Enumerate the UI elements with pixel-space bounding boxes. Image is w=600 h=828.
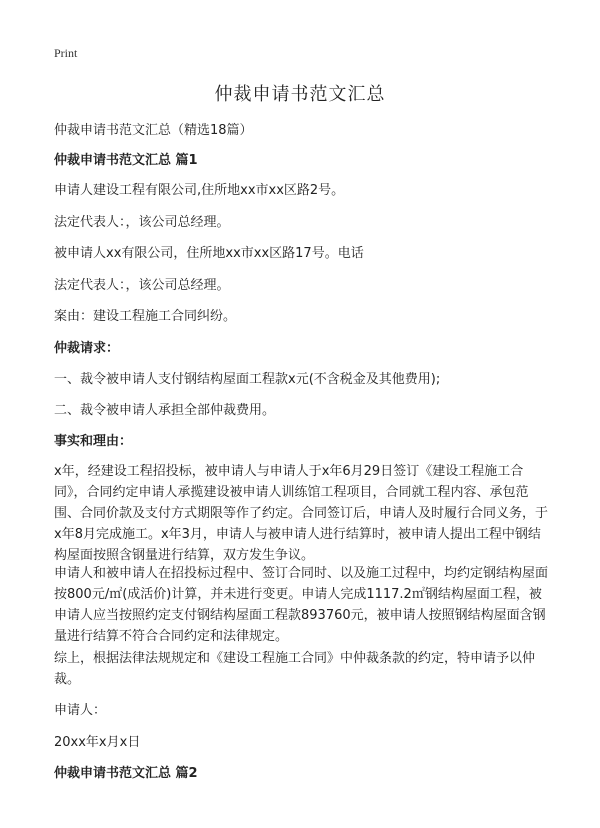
document-title: 仲裁申请书范文汇总 [214, 84, 386, 105]
conclusion-paragraph: 综上，根据法律法规规定和《建设工程施工合同》中仲裁条款的约定，特申请予以仲裁。 [54, 651, 536, 687]
print-label: Print [54, 46, 78, 60]
legal-rep-line-2: 法定代表人：，该公司总经理。 [54, 278, 230, 293]
signature-label: 申请人： [54, 703, 107, 718]
document-date: 20xx年x月x日 [54, 735, 141, 750]
case-cause-line: 案由：建设工程施工合同纠纷。 [54, 309, 237, 324]
applicant-line: 申请人建设工程有限公司,住所地xx市xx区路2号。 [54, 183, 345, 198]
facts-paragraph-1: x年，经建设工程招投标，被申请人与申请人于x年6月29日签订《建设工程施工合同》，合同约定申请人承揽建设被申请人训练馆工程项目，合同就工程内容、承包范围、合同价款及支付方式期限等作了约定。合同签订后，申请人及时履行合同义务，于x年8月完成施工。x年3月，申请人与被申请人进行结算时，被申请人提出工程中钢结构屋面按照含钢量进行结算，双方发生争议。 [54, 464, 549, 563]
facts-paragraph-2: 申请人和被申请人在招投标过程中、签订合同时、以及施工过程中，均约定钢结构屋面按800元/㎡(成活价)计算，并未进行变更。申请人完成1117.2㎡钢结构屋面工程，被申请人应当按照约定支付钢结构屋面工程款893760元，被申请人按照钢结构屋面含钢量进行结算不符合合同约定和法律规定。 [54, 566, 549, 644]
legal-rep-line-1: 法定代表人：，该公司总经理。 [54, 215, 230, 230]
claims-heading: 仲裁请求： [54, 341, 120, 356]
facts-heading: 事实和理由： [54, 434, 133, 449]
section-heading-2: 仲裁申请书范文汇总 篇2 [54, 766, 198, 781]
claim-item-2: 二、裁令被申请人承担全部仲裁费用。 [54, 403, 276, 418]
section-heading-1: 仲裁申请书范文汇总 篇1 [54, 153, 198, 168]
respondent-line: 被申请人xx有限公司，住所地xx市xx区路17号。电话 [54, 246, 364, 261]
claim-item-1: 一、裁令被申请人支付钢结构屋面工程款x元(不含税金及其他费用); [54, 372, 441, 387]
document-subtitle: 仲裁申请书范文汇总（精选18篇） [54, 123, 253, 138]
